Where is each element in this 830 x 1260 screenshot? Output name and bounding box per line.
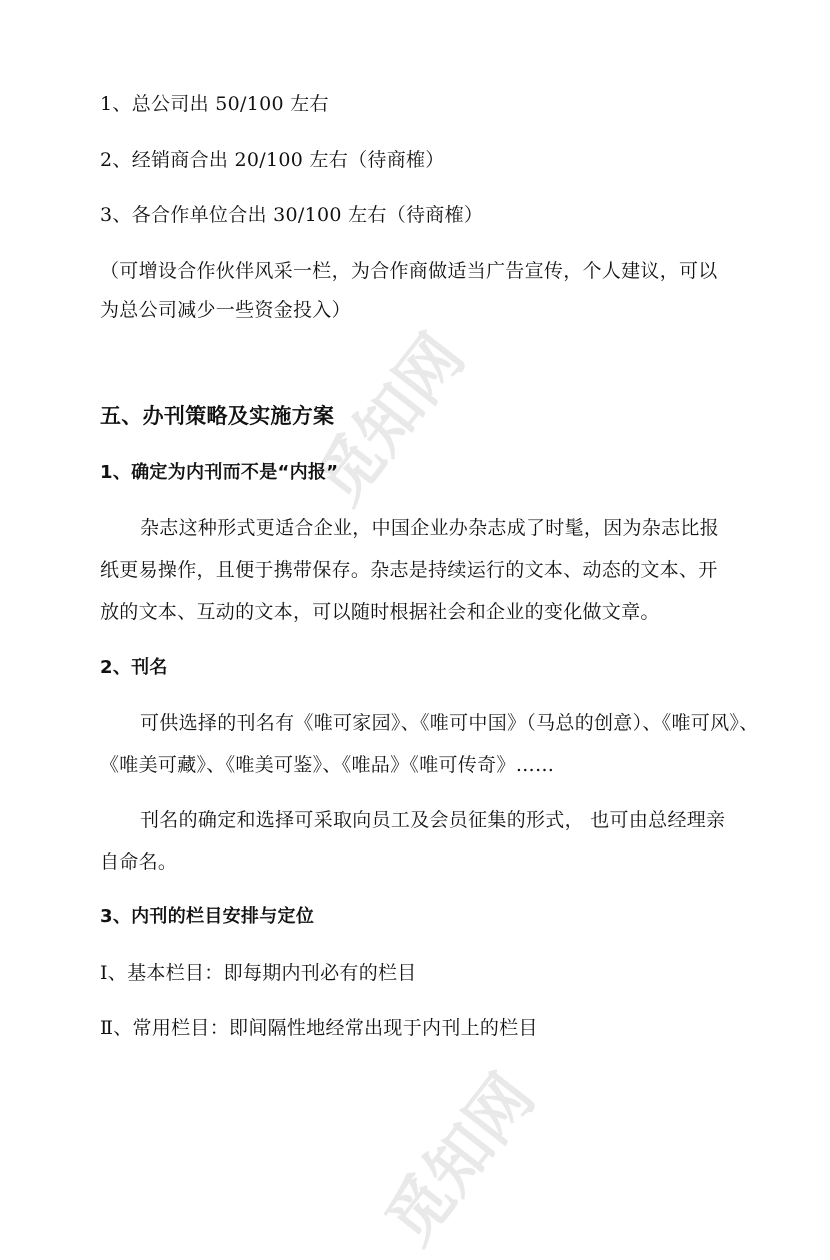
funding-item-3: 3、各合作单位合出 30/100 左右（待商榷） [100,204,484,226]
subsection-2-heading: 2、刊名 [100,657,168,678]
funding-note-line-2: 为总公司减少一些资金投入） [100,299,351,321]
watermark: 觅知网 [372,1061,549,1259]
subsection-2-para-2-line-1: 刊名的确定和选择可采取向员工及会员征集的形式， 也可由总经理亲 [140,809,726,831]
funding-item-2: 2、经销商合出 20/100 左右（待商榷） [100,149,445,171]
subsection-2-para-2-line-2: 自命名。 [100,851,178,873]
subsection-1-para-line-1: 杂志这种形式更适合企业，中国企业办杂志成了时髦，因为杂志比报 [140,517,720,539]
subsection-3-item-1: Ⅰ、基本栏目：即每期内刊必有的栏目 [100,962,417,984]
funding-note-line-1: （可增设合作伙伴风采一栏，为合作商做适当广告宣传，个人建议，可以 [100,260,718,282]
watermark: 觅知网 [302,321,479,519]
subsection-3-item-2: Ⅱ、常用栏目：即间隔性地经常出现于内刊上的栏目 [100,1017,538,1039]
funding-item-1: 1、总公司出 50/100 左右 [100,93,329,115]
subsection-2-para-1-line-2: 《唯美可藏》、《唯美可鉴》、《唯品》《唯可传奇》…… [100,754,555,776]
subsection-2-para-1-line-1: 可供选择的刊名有《唯可家园》、《唯可中国》（马总的创意）、《唯可风》、 [140,712,759,734]
section-5-title: 五、办刊策略及实施方案 [100,404,335,428]
subsection-1-para-line-3: 放的文本、互动的文本，可以随时根据社会和企业的变化做文章。 [100,601,660,623]
subsection-1-para-line-2: 纸更易操作，且便于携带保存。杂志是持续运行的文本、动态的文本、开 [100,559,718,581]
subsection-3-heading: 3、内刊的栏目安排与定位 [100,906,315,927]
subsection-1-heading: 1、确定为内刊而不是“内报” [100,462,339,483]
